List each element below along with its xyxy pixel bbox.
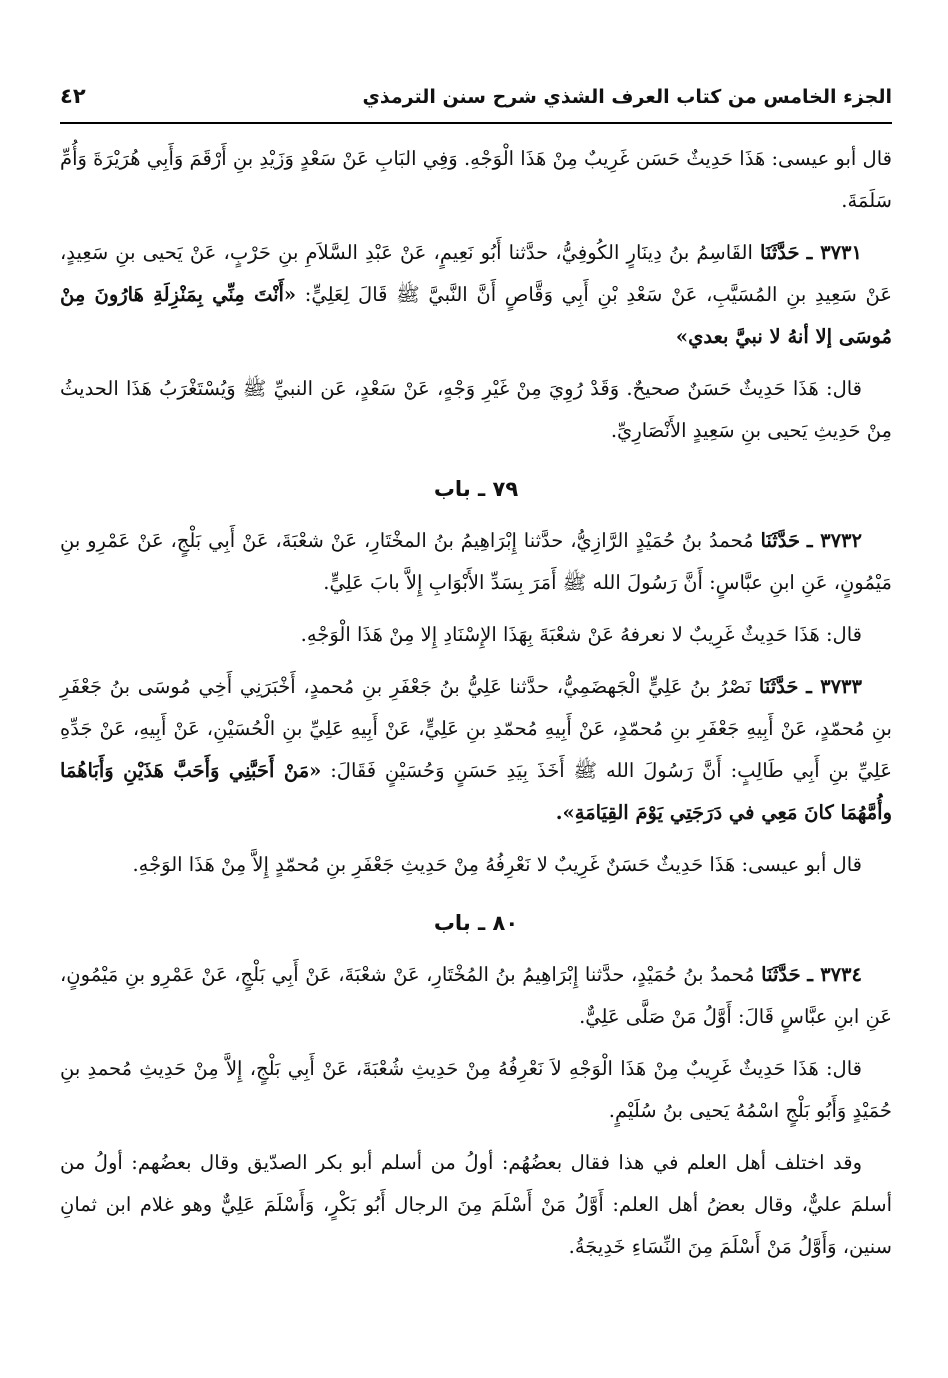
paragraph-commentary xyxy=(60,844,892,886)
paragraph-commentary xyxy=(60,614,892,656)
hadith-quote: «مَنْ أَحَبَّنِي وَأَحَبَّ هَذَيْنِ وَأَبَاهُمَا وأُمَّهُمَا كانَ مَعِي في دَرَجَتِي يَوْمَ القِيَامَةِ». xyxy=(60,759,892,824)
running-header xyxy=(60,84,892,122)
hadith-number: ٣٧٣٣ ـ xyxy=(806,675,862,698)
header-rule xyxy=(60,122,892,124)
header-title: الجزء الخامس من كتاب العرف الشذي شرح سنن الترمذي xyxy=(362,86,892,108)
paragraph-text: قال: هَذَا حَدِيثٌ غَرِيبٌ لا نعرفهُ عَنْ شعْبَةَ بِهَذَا الإِسْنَادِ إِلا مِنْ هَذَا الْوَجْهِ. xyxy=(300,623,862,646)
hadith-lead: حَدَّثَنَا xyxy=(761,963,801,986)
paragraph-text: قال: هَذَا حَدِيثٌ غَرِيبٌ مِنْ هَذَا الْوَجْهِ لاَ نَعْرِفُهُ مِنْ حَدِيثِ شُعْبَةَ، عَنْ أَبِي بَلْجٍ، إِلاَّ مِنْ حَدِيثِ مُحمدِ بنِ حُمَيْدٍ وَأَبُو بَلْجٍ اسْمُهُ يَحيى بنُ سُلَيْمٍ. xyxy=(60,1057,892,1122)
page-number: ٤٢ xyxy=(60,84,86,108)
hadith-3731 xyxy=(60,232,892,358)
paragraph-text: قال أبو عيسى: هَذَا حَدِيثٌ حَسَن غَرِيبٌ مِنْ هَذَا الْوَجْهِ. وَفِي البَابِ عَنْ سَعْدٍ وَزَيْدِ بنِ أَرْقَمَ وَأَبِي هُرَيْرَةَ وَأُمِّ سَلَمَةَ. xyxy=(60,147,892,212)
paragraph-commentary xyxy=(60,368,892,452)
hadith-text: مُحمدُ بنُ حُمَيْدٍ، حدَّثنا إِبْرَاهِيمُ بنُ المُخْتَارِ، عَنْ شعْبَةَ، عَنْ أَبِي بَلْجٍ، عَنْ عَمْرِو بنِ مَيْمُونٍ، عَنِ ابنِ عبَّاسٍ قَالَ: أَوَّلُ مَنْ صَلَّى عَلِيٌّ. xyxy=(60,963,892,1028)
hadith-lead: حَدَّثَنَا xyxy=(760,241,800,264)
paragraph-commentary xyxy=(60,1142,892,1268)
hadith-text: نَصْرُ بنُ عَلِيٍّ الْجَهضَمِيُّ، حدَّثنا عَلِيُّ بنُ جَعْفَرِ بنِ مُحمدٍ، أَخْبَرَنِي أَخِي مُوسَى بنُ جَعْفَرِ بنِ مُحمّدٍ، عَنْ أَبِيهِ جَعْفَرِ بنِ مُحمّدٍ، عَنْ أَبِيهِ مُحمّدِ بنِ عَلِيٍّ، عَنْ أَبِيهِ عَلِيِّ بنِ الْحُسَيْنِ، عَنْ أَبِيهِ، عَنْ جَدِّهِ عَلِيِّ بنِ أَبِي طَالِبٍ: أَنَّ رَسُولَ الله ﷺ أَخَذَ بِيَدِ حَسَنٍ وَحُسَيْنٍ فَقَالَ: xyxy=(60,675,892,782)
hadith-number: ٣٧٣٤ ـ xyxy=(807,963,863,986)
paragraph-text: قال أبو عيسى: هَذَا حَدِيثٌ حَسَنٌ غَرِيبٌ لا نَعْرِفُهُ مِنْ حَدِيثِ جَعْفَرِ بنِ مُحمّدٍ إِلاَّ مِنْ هَذَا الوَجْهِ. xyxy=(132,853,862,876)
paragraph-text: وقد اختلف أهل العلم في هذا فقال بعضُهُم: أولُ من أسلم أبو بكر الصدّيق وقال بعضُهم: أولُ من أسلمَ عليٌّ، وقال بعضُ أهل العلم: أَوَّلُ مَنْ أَسْلَمَ مِنَ الرجال أَبُو بَكْرٍ، وَأَسْلَمَ عَلِيٌّ وهو غلام ابن ثمانِ سنين، وَأَوَّلُ مَنْ أَسْلَمَ مِنَ النِّسَاءِ خَدِيجَةُ. xyxy=(60,1151,892,1258)
hadith-quote: «أَنْتَ مِنِّي بِمَنْزِلَةِ هَارُونَ مِنْ مُوسَى إلا أنهُ لا نبيَّ بعدي» xyxy=(60,283,892,348)
paragraph-text: قال: هَذَا حَدِيثٌ حَسَنٌ صحيحٌ. وَقَدْ رُوِيَ مِنْ غَيْرِ وَجْهٍ، عَنْ سَعْدٍ، عَن النبيِّ ﷺ وَيُسْتَغْرَبُ هَذَا الحديثُ مِنْ حَدِيثِ يَحيى بنِ سَعِيدٍ الأَنْصَارِيِّ. xyxy=(60,377,892,442)
paragraph-commentary xyxy=(60,138,892,222)
document-page xyxy=(60,84,892,1278)
hadith-3734 xyxy=(60,954,892,1038)
hadith-3733 xyxy=(60,666,892,834)
hadith-text: القَاسِمُ بنُ دِينَارٍ الكُوفِيُّ، حدَّثنا أَبُو نَعِيمٍ، عَنْ عَبْدِ السَّلاَمِ بنِ حَرْبٍ، عَنْ يَحيى بنِ سَعِيدٍ، عَنْ سَعِيدِ بنِ المُسَيَّبِ، عَنْ سَعْدِ بْنِ أَبِي وَقَّاصٍ أَنَّ النَّبيَّ ﷺ قَالَ لِعَلِيٍّ: xyxy=(60,241,892,306)
hadith-number: ٣٧٣١ ـ xyxy=(806,241,862,264)
chapter-heading-80: ٨٠ ـ باب xyxy=(433,911,519,935)
hadith-number: ٣٧٣٢ ـ xyxy=(806,529,862,552)
chapter-heading-79: ٧٩ ـ باب xyxy=(433,477,519,501)
hadith-lead: حَدَّثَنَا xyxy=(758,675,799,698)
paragraph-commentary xyxy=(60,1048,892,1132)
hadith-3732 xyxy=(60,520,892,604)
hadith-text: مُحمدُ بنُ حُمَيْدٍ الرَّازِيُّ، حدَّثنا إِبْرَاهِيمُ بنُ المخْتَارِ، عَنْ شعْبَةَ، عَنْ أَبِي بَلْجٍ، عَنْ عَمْرِو بنِ مَيْمُونٍ، عَنِ ابنِ عبَّاسٍ: أَنَّ رَسُولَ الله ﷺ أَمَرَ بِسَدِّ الأَبْوَابِ إِلاَّ بابَ عَلِيٍّ. xyxy=(60,529,892,594)
hadith-lead: حَدَّثَنَا xyxy=(760,529,801,552)
